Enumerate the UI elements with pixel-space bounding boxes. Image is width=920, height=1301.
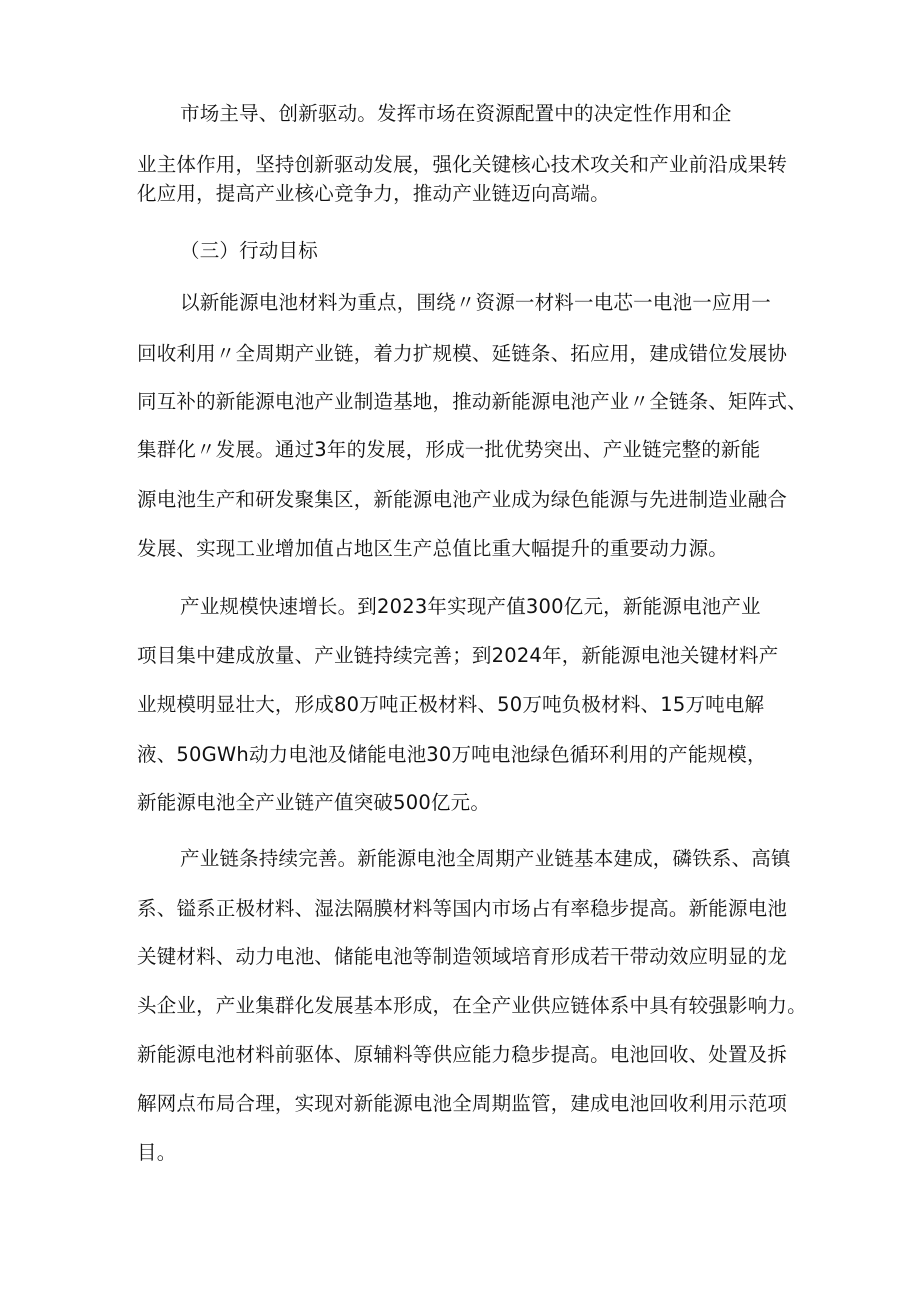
paragraph-4-line-3: 业规模明显壮大，形成80万吨正极材料、50万吨负极材料、15万吨电解 (137, 693, 765, 716)
paragraph-4-line-5: 新能源电池全产业链产值突破500亿元。 (137, 791, 491, 814)
paragraph-3-line-1: 以新能源电池材料为重点，围绕〃资源一材料一电芯一电池一应用一 (180, 291, 772, 314)
paragraph-1-line-1: 市场主导、创新驱动。发挥市场在资源配置中的决定性作用和企 (180, 102, 732, 125)
paragraph-5-line-2: 系、镒系正极材料、湿法隔膜材料等国内市场占有率稳步提高。新能源电池 (137, 897, 788, 920)
paragraph-3-line-2: 回收利用〃全周期产业链，着力扩规模、延链条、拓应用，建成错位发展协 (137, 342, 788, 365)
paragraph-4-line-2: 项目集中建成放量、产业链持续完善；到2024年，新能源电池关键材料产 (137, 644, 779, 667)
paragraph-4-line-1: 产业规模快速增长。到2023年实现产值300亿元，新能源电池产业 (180, 595, 761, 618)
paragraph-5-line-4: 头企业，产业集群化发展基本形成，在全产业供应链体系中具有较强影响力。 (137, 994, 807, 1017)
paragraph-5-line-1: 产业链条持续完善。新能源电池全周期产业链基本建成，磷铁系、高镇 (180, 847, 791, 870)
paragraph-5-line-7: 目。 (137, 1141, 177, 1164)
paragraph-3-line-3: 同互补的新能源电池产业制造基地，推动新能源电池产业〃全链条、矩阵式、 (137, 390, 807, 413)
paragraph-5-line-3: 关键材料、动力电池、储能电池等制造领域培育形成若干带动效应明显的龙 (137, 945, 788, 968)
paragraph-1-line-2: 业主体作用，坚持创新驱动发展，强化关键核心技术攻关和产业前沿成果转 (137, 153, 788, 176)
paragraph-3-line-5: 源电池生产和研发聚集区，新能源电池产业成为绿色能源与先进制造业融合 (137, 488, 788, 511)
section-heading: （三）行动目标 (180, 239, 318, 262)
paragraph-4-line-4: 液、50GWh动力电池及储能电池30万吨电池绿色循环利用的产能规模， (137, 743, 767, 766)
paragraph-3-line-4: 集群化〃发展。通过3年的发展，形成一批优势突出、产业链完整的新能 (137, 438, 761, 461)
paragraph-1-line-3: 化应用，提高产业核心竞争力，推动产业链迈向高端。 (137, 182, 610, 205)
paragraph-5-line-5: 新能源电池材料前驱体、原辅料等供应能力稳步提高。电池回收、处置及拆 (137, 1043, 788, 1066)
paragraph-3-line-6: 发展、实现工业增加值占地区生产总值比重大幅提升的重要动力源。 (137, 537, 729, 560)
paragraph-5-line-6: 解网点布局合理，实现对新能源电池全周期监管，建成电池回收利用示范项 (137, 1092, 788, 1115)
